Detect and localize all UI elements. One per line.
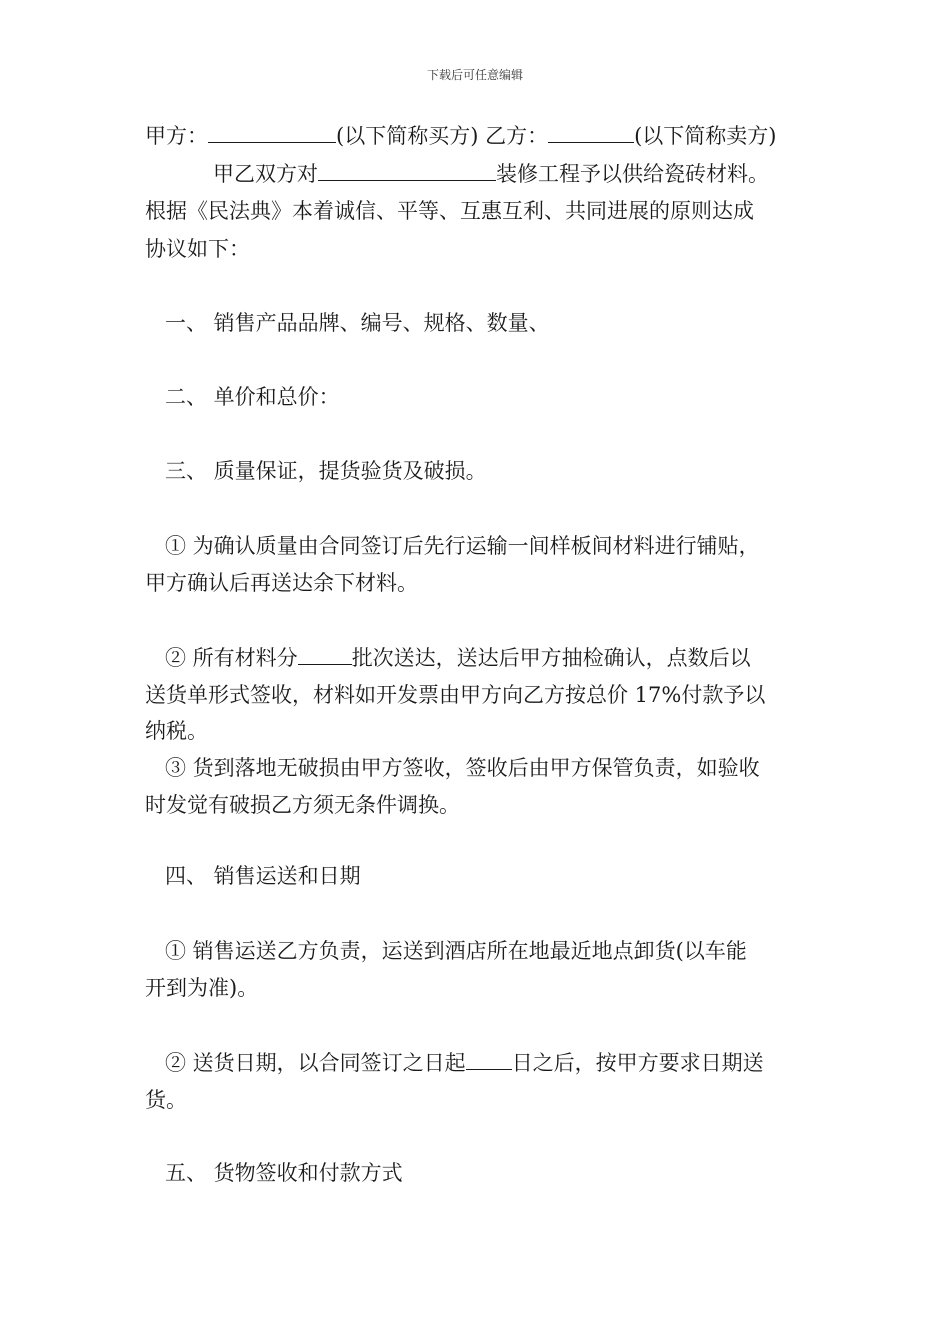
batch-suffix: 批次送达，送达后甲方抽检确认，点数后以 xyxy=(351,646,751,670)
seller-note: (以下简称卖方) xyxy=(634,124,777,148)
intro-line-1 xyxy=(213,158,769,189)
quality-item-3-line-1: ③ 货到落地无破损由甲方签收，签收后由甲方保管负责，如验收 xyxy=(165,756,760,780)
delivery-item-2-line-1 xyxy=(165,1047,764,1078)
delivery-item-1-line-2: 开到为准)。 xyxy=(145,976,259,1000)
party-b-blank xyxy=(548,120,634,143)
party-b-label: 乙方： xyxy=(478,124,549,148)
intro-prefix: 甲乙双方对 xyxy=(213,162,318,186)
section-1-heading: 一、 销售产品品牌、编号、规格、数量、 xyxy=(165,311,550,335)
section-2-heading: 二、 单价和总价： xyxy=(165,385,340,409)
party-a-label: 甲方： xyxy=(145,124,208,148)
days-suffix: 日之后，按甲方要求日期送 xyxy=(511,1051,764,1075)
party-a-blank xyxy=(208,120,336,143)
batch-prefix: ② 所有材料分 xyxy=(165,646,298,670)
batch-blank xyxy=(298,642,352,665)
quality-item-2-line-2: 送货单形式签收，材料如开发票由甲方向乙方按总价 17%付款予以 xyxy=(145,683,766,707)
intro-suffix: 装修工程予以供给瓷砖材料。 xyxy=(496,162,769,186)
quality-item-1-line-1: ① 为确认质量由合同签订后先行运输一间样板间材料进行铺贴， xyxy=(165,534,760,558)
quality-item-1-line-2: 甲方确认后再送达余下材料。 xyxy=(145,571,418,595)
days-blank xyxy=(466,1047,512,1070)
quality-item-2-line-3: 纳税。 xyxy=(145,719,208,743)
section-3-heading: 三、 质量保证，提货验货及破损。 xyxy=(165,459,487,483)
parties-line xyxy=(145,120,776,151)
section-5-heading: 五、 货物签收和付款方式 xyxy=(165,1161,403,1185)
delivery-item-2-line-2: 货。 xyxy=(145,1088,187,1112)
section-4-heading: 四、 销售运送和日期 xyxy=(165,864,361,888)
header-note: 下载后可任意编辑 xyxy=(426,68,523,82)
intro-line-3: 协议如下： xyxy=(145,237,250,261)
delivery-item-1-line-1: ① 销售运送乙方负责，运送到酒店所在地最近地点卸货(以车能 xyxy=(165,939,747,963)
quality-item-2-line-1 xyxy=(165,642,751,673)
project-blank xyxy=(318,158,496,181)
intro-line-2: 根据《民法典》本着诚信、平等、互惠互利、共同进展的原则达成 xyxy=(145,199,754,223)
buyer-note: (以下简称买方) xyxy=(336,124,479,148)
quality-item-3-line-2: 时发觉有破损乙方须无条件调换。 xyxy=(145,793,460,817)
days-prefix: ② 送货日期，以合同签订之日起 xyxy=(165,1051,466,1075)
